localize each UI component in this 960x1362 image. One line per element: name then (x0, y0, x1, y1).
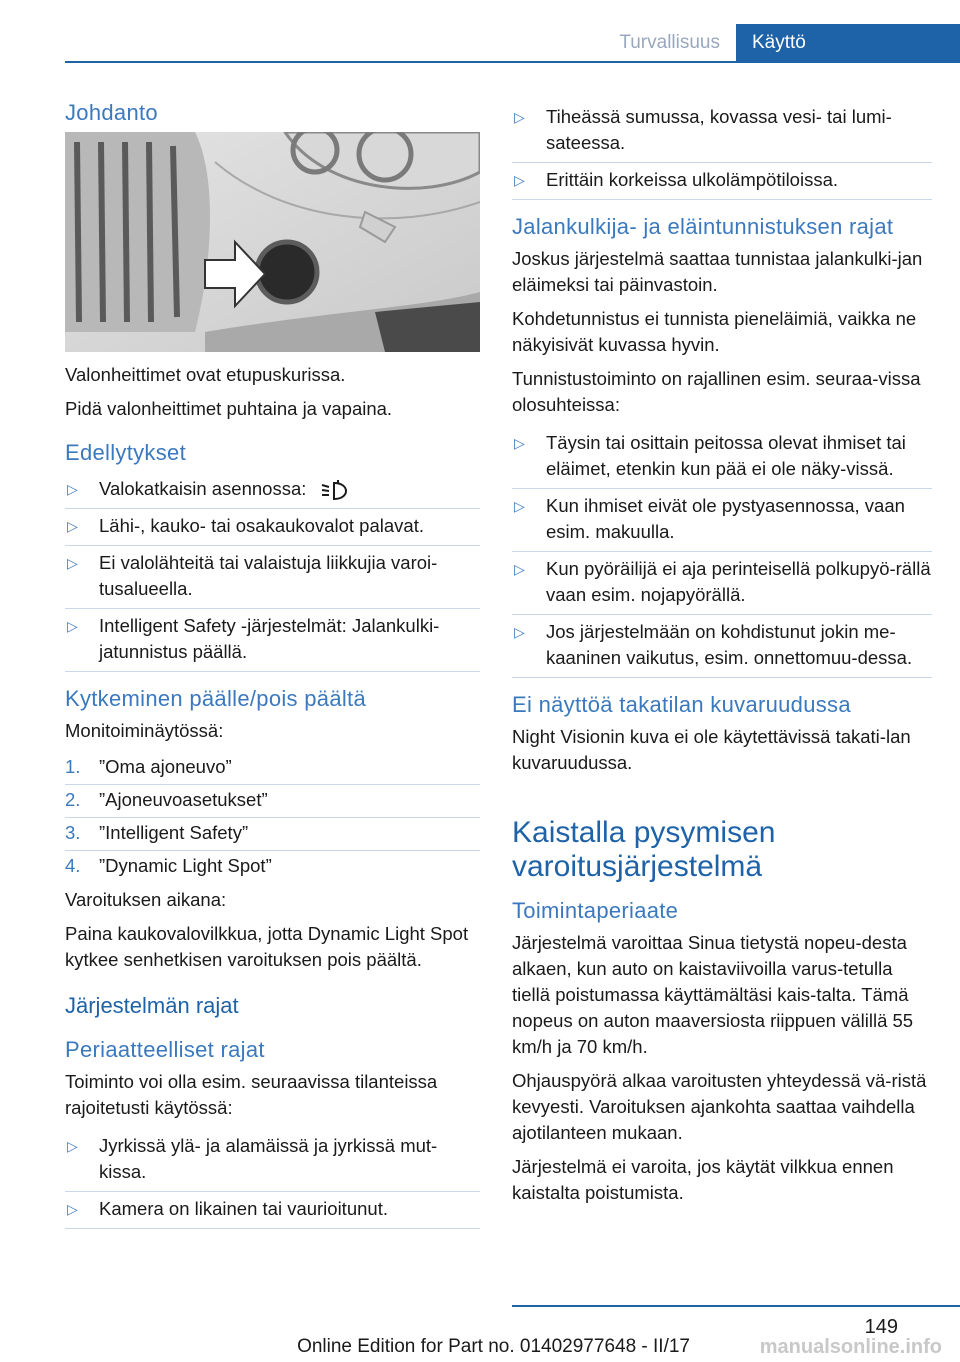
list-item (65, 1192, 480, 1229)
list-item-text: Lähi-, kauko- tai osakaukovalot palavat. (99, 515, 424, 536)
list-item-text: Valokatkaisin asennossa: (99, 478, 307, 499)
list-item (65, 609, 480, 672)
pedestrian-paragraph-3: Tunnistustoiminto on rajallinen esim. seuraa-vissa olosuhteissa: (512, 368, 921, 415)
list-item (65, 818, 480, 851)
list-item (65, 851, 480, 883)
triangle-right-icon: ▷ (514, 624, 525, 640)
list-item (512, 100, 932, 163)
pedestrian-paragraph-1: Joskus järjestelmä saattaa tunnistaa jalankulki-jan eläimeksi tai päinvastoin. (512, 248, 923, 295)
during-warning-text: Paina kaukovalovilkkua, jotta Dynamic Light Spot kytkee senhetkisen varoituksen pois päältä. (65, 923, 469, 970)
list-item-text: Jyrkissä ylä- ja alamäissä ja jyrkissä mut-kissa. (99, 1135, 438, 1182)
list-item-text: Ei valolähteitä tai valaistuja liikkujia varoi-tusalueella. (99, 552, 438, 599)
headlight-figure (65, 132, 480, 352)
list-item (65, 472, 480, 509)
triangle-right-icon: ▷ (514, 498, 525, 514)
prereq-list (65, 472, 480, 672)
tab-operation[interactable]: Käyttö (736, 24, 960, 62)
headlight-icon (320, 479, 350, 501)
principle-text: Toiminto voi olla esim. seuraavissa tilanteissa rajoitetusti käytössä: (65, 1071, 438, 1118)
pedestrian-paragraph-2: Kohdetunnistus ei tunnista pieneläimiä, vaikka ne näkyisivät kuvassa hyvin. (512, 308, 917, 355)
conditions-list (512, 100, 932, 200)
switch-intro: Monitoiminäytössä: (65, 720, 224, 741)
list-item-text: Jos järjestelmään on kohdistunut jokin me-kaaninen vaikutus, esim. onnettomuu-dessa. (546, 621, 913, 668)
triangle-right-icon: ▷ (67, 1201, 78, 1217)
triangle-right-icon: ▷ (67, 1138, 78, 1154)
right-column (512, 100, 932, 1214)
left-column (65, 100, 480, 1243)
rear-display-text: Night Visionin kuva ei ole käytettävissä takati-lan kuvaruudussa. (512, 726, 911, 773)
step-number: 4. (65, 855, 81, 876)
list-item-text: Kun ihmiset eivät ole pystyasennossa, vaan esim. makuulla. (546, 495, 905, 542)
triangle-right-icon: ▷ (514, 435, 525, 451)
page-number: 149 (864, 1316, 898, 1338)
intro-paragraph-2: Pidä valonheittimet puhtaina ja vapaina. (65, 398, 393, 419)
switch-heading: Kytkeminen päälle/pois päältä (65, 686, 366, 711)
function-paragraph-3: Järjestelmä ei varoita, jos käytät vilkkua ennen kaistalta poistumista. (512, 1156, 894, 1203)
triangle-right-icon: ▷ (67, 618, 78, 634)
step-text: ”Intelligent Safety” (99, 822, 249, 843)
list-item-text: Tiheässä sumussa, kovassa vesi- tai lumi-sateessa. (546, 106, 892, 153)
triangle-right-icon: ▷ (67, 518, 78, 534)
triangle-right-icon: ▷ (514, 172, 525, 188)
rear-display-heading: Ei näyttöä takatilan kuvaruudussa (512, 692, 851, 717)
step-number: 3. (65, 822, 81, 843)
list-item-text: Kamera on likainen tai vaurioitunut. (99, 1198, 388, 1219)
list-item (65, 546, 480, 609)
list-item (512, 615, 932, 678)
header-tabs (603, 24, 960, 62)
triangle-right-icon: ▷ (514, 561, 525, 577)
step-number: 2. (65, 789, 81, 810)
steps-list (65, 752, 480, 883)
intro-heading: Johdanto (65, 100, 158, 125)
triangle-right-icon: ▷ (67, 481, 78, 497)
list-item-text: Täysin tai osittain peitossa olevat ihmiset tai eläimet, etenkin kun pää ei ole näky-vissä. (546, 432, 906, 479)
header-rule (65, 61, 960, 63)
pedestrian-heading: Jalankulkija- ja eläintunnistuksen rajat (512, 214, 894, 239)
step-text: ”Ajoneuvoasetukset” (99, 789, 268, 810)
triangle-right-icon: ▷ (514, 109, 525, 125)
list-item (512, 489, 932, 552)
function-paragraph-1: Järjestelmä varoittaa Sinua tietystä nopeu-desta alkaen, kun auto on kaistaviivoilla varus-tetulla tiellä poistumassa käyttämältäsi kais-talta. Tämä nopeus on auton maaversiosta riippuen välillä 55 km/h ja 70 km/h. (512, 932, 914, 1057)
during-warning-label: Varoituksen aikana: (65, 889, 227, 910)
pedestrian-list (512, 426, 932, 678)
watermark: manualsonline.info (759, 1336, 942, 1358)
triangle-right-icon: ▷ (67, 555, 78, 571)
list-item (512, 163, 932, 200)
principle-list (65, 1129, 480, 1229)
list-item (512, 426, 932, 489)
limits-heading: Järjestelmän rajat (65, 993, 239, 1018)
function-heading: Toimintaperiaate (512, 898, 679, 923)
footer-rule (512, 1305, 960, 1307)
step-text: ”Dynamic Light Spot” (99, 855, 272, 876)
lane-warning-heading: Kaistalla pysymisen varoitusjärjestelmä (512, 816, 776, 883)
list-item-text: Kun pyöräilijä ei aja perinteisellä polkupyö-rällä vaan esim. nojapyörällä. (546, 558, 931, 605)
edition-text: Online Edition for Part no. 01402977648 - II/17 (297, 1336, 690, 1357)
list-item (65, 785, 480, 818)
principle-heading: Periaatteelliset rajat (65, 1037, 265, 1062)
step-number: 1. (65, 756, 81, 777)
tab-safety[interactable]: Turvallisuus (603, 24, 736, 62)
prereq-heading: Edellytykset (65, 440, 186, 465)
list-item-text: Intelligent Safety -järjestelmät: Jalankulki-jatunnistus päällä. (99, 615, 440, 662)
list-item-text: Erittäin korkeissa ulkolämpötiloissa. (546, 169, 839, 190)
list-item (65, 509, 480, 546)
list-item (65, 1129, 480, 1192)
function-paragraph-2: Ohjauspyörä alkaa varoitusten yhteydessä vä-ristä kevyesti. Varoituksen ajankohta saattaa vaihdella ajotilanteen mukaan. (512, 1070, 927, 1143)
intro-paragraph-1: Valonheittimet ovat etupuskurissa. (65, 364, 346, 385)
list-item (65, 752, 480, 785)
step-text: ”Oma ajoneuvo” (99, 756, 232, 777)
list-item (512, 552, 932, 615)
